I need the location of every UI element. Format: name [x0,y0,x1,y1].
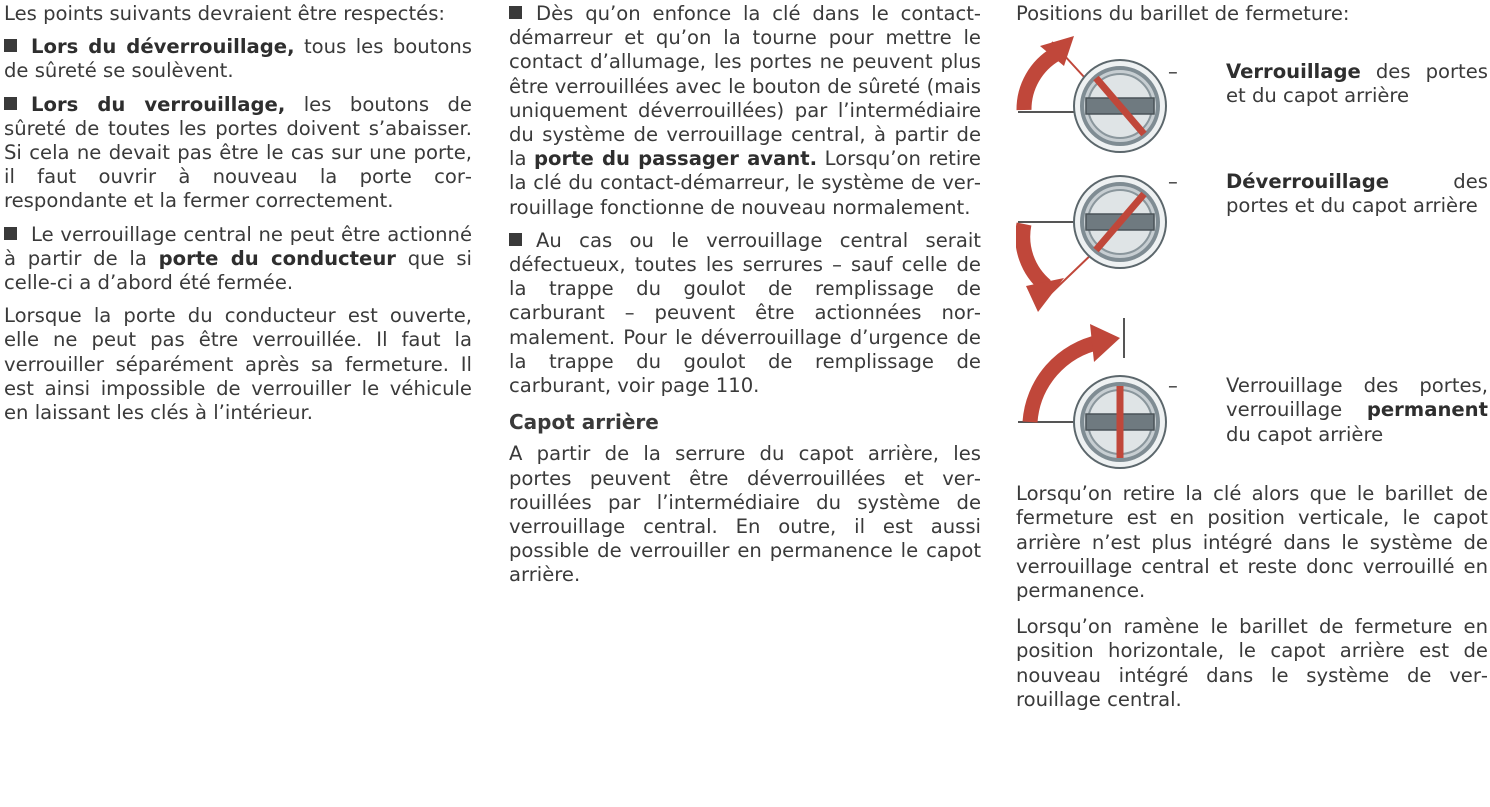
intro-paragraph: Les points suivants devraient être respectés: [4,2,446,25]
lock-cylinder-locked-icon [1016,34,1192,158]
driver-door-paragraph: Lorsque la porte du conducteur est ouverte, elle ne peut pas être verrouillée. Il faut la verrouiller séparément après sa fermeture. Il est ainsi impossible de verrouiller le véhicule en laissant les clés à l’intérieur. [4,304,472,425]
bullet-text: Dès qu’on enfonce la clé dans le contact-démarreur et qu’on la tourne pour mettre le contact d’allumage, les portes ne peuvent plus être verrouillées avec le bouton de sûreté (mais uniquement déverrouillées) par l’intermédiaire du système de verrouillage central, à partir de la [509,2,981,171]
diagram-permanent-position [1016,318,1488,478]
bullet-square-icon [509,233,522,246]
lock-cylinder-unlocked-icon [1016,166,1192,316]
bold-term: porte du passager avant. [534,147,818,171]
bullet-square-icon [4,39,17,52]
legend-text: des portes et du capot arrière [1226,170,1488,218]
horizontal-position-paragraph: Lorsqu’on ramène le barillet de fermeture en position horizontale, le capot arrière est de nouveau intégré dans le système de verrouillage central. [1016,615,1488,711]
bullet-ignition [509,2,981,220]
legend-text: des portes et du capot arrière [1226,60,1488,108]
bullet-driver-door [4,223,472,296]
bold-term: Lors du déverrouillage, [31,35,295,59]
bullet-text: Le verrouillage central ne peut être actionné à partir de la [4,222,472,270]
column-left [4,2,472,434]
bold-term: Lors du verrouillage, [31,92,286,116]
tailgate-paragraph: A partir de la serrure du capot arrière, les portes peuvent être déverrouillées et verrouillées par l’intermédiaire du système de verrouillage central. En outre, il est aussi possible de verrouiller en permanence le capot arrière. [509,442,981,587]
bullet-text: Lorsqu’on retire la clé du contact-démarreur, le système de verrouillage fonctionne de nouveau normalement. [509,147,981,219]
bullet-lock [4,93,472,214]
bullet-text: que si celle-ci a d’abord été fermée. [4,246,472,295]
positions-title: Positions du barillet de fermeture: [1016,2,1350,25]
lock-cylinder-permanent-icon [1016,318,1192,478]
legend-unlocked [1168,170,1488,218]
bullet-text: tous les boutons de sûreté se soulèvent. [4,35,472,83]
column-middle [509,2,981,597]
legend-locked [1168,60,1488,108]
bold-term: permanent [1366,398,1488,422]
diagram-unlock-position [1016,166,1488,316]
bullet-square-icon [4,97,17,110]
legend-dash: – [1168,374,1178,398]
legend-text: du capot arrière [1226,422,1384,446]
bullet-square-icon [4,227,17,240]
bold-term: Déverrouillage [1226,170,1390,194]
section-heading: Capot arrière [509,410,659,435]
bullet-text: les boutons de sûreté de toutes les portes doivent s’abaisser. Si cela ne devait pas être le cas sur une porte, il faut ouvrir à nouveau la porte correspondante et la fermer correctement. [4,92,472,213]
bullet-defect [509,229,981,398]
bold-term: porte du conducteur [158,246,396,270]
column-right [1016,2,1488,724]
vertical-position-paragraph: Lorsqu’on retire la clé alors que le barillet de fermeture est en position verticale, le capot arrière n’est plus intégré dans le système de verrouillage central et reste donc verrouillé en permanence. [1016,482,1488,603]
legend-permanent [1168,374,1488,447]
legend-text: Verrouillage des portes, verrouillage [1226,374,1488,422]
legend-dash: – [1168,170,1178,194]
bullet-unlock [4,35,472,83]
bullet-text: Au cas ou le verrouillage central serait défectueux, toutes les serrures – sauf celle de la trappe du goulot de remplissage de carburant – peuvent être actionnées normalement. Pour le déverrouillage d’urgence de la trappe du goulot de remplissage de carburant, voir page 110. [509,228,981,398]
bullet-square-icon [509,6,522,19]
diagram-lock-position [1016,34,1488,158]
bold-term: Verrouillage [1226,60,1361,84]
legend-dash: – [1168,60,1178,84]
